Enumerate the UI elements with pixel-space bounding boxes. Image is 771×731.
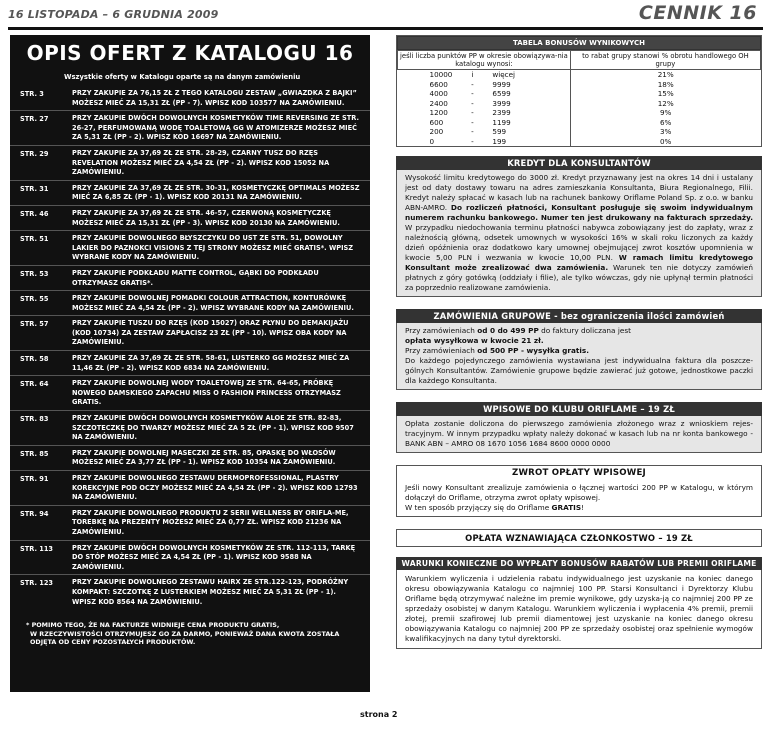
text: Przy zamówieniach xyxy=(405,326,478,335)
offer-item xyxy=(20,354,360,373)
bonus-cell-from: 1200 xyxy=(429,108,448,117)
offer-item xyxy=(20,578,360,607)
refund-text-2 xyxy=(405,503,753,513)
credit-p2: W przypadku niedochowania terminu płatności nabywca zobowiązany jest do zapłaty, wraz z należnością główną, odsetek umownych w wysokości 16% w skali roku liczonych za każdy dzień opóźnienia oraz dodatkowo kary umownej obejmującej zwrot kosztów upomnienia w kwocie 5,00 PLN i wezwania w kwocie 10,00 PLN. xyxy=(405,223,753,262)
bonus-cell-sep: - xyxy=(471,108,474,117)
offer-divider xyxy=(10,265,370,266)
offer-text: PRZY ZAKUPIE DWÓCH DOWOLNYCH KOSMETYKÓW ZE STR. 112-113, TARKĘ DO STÓP MOŻESZ MIEĆ ZA 4,54 ZŁ (PP - 1). WPISZ KOD 9588 NA ZAMÓWIENIU. xyxy=(72,543,356,571)
credit-p1: Wysokość limitu kredytowego do 3000 zł. Kredyt przyznawany jest na okres 14 dni i ustalany jest od daty dostawy towaru na adres zamieszkania Konsultanta, Biura Regionalnego, Filii. Kredyt należy spłacać w kasach lub na rachunek bankowy Oriflame Poland Sp. z o.o. w banku ABN-AMRO. xyxy=(405,173,753,212)
credit-p1-bold: Do rozliczeń płatności, Konsultant posługuje się swoim indywidualnym numerem rachunku bankowego. Numer ten jest drukowany na fakturach sprzedaży. xyxy=(405,203,753,222)
bonus-cell-to: 9999 xyxy=(492,79,511,89)
text-bold: GRATIS xyxy=(551,503,582,512)
header-divider xyxy=(8,27,763,30)
bonus-cell-to: 199 xyxy=(492,136,507,146)
offer-text: PRZY ZAKUPIE ZA 37,69 ZŁ ZE STR. 58-61, LUSTERKO GG MOŻESZ MIEĆ ZA 11,46 ZŁ (PP - 2). WPISZ KOD 6834 NA ZAMÓWIENIU. xyxy=(72,354,350,372)
renewal-fee-title: OPŁATA WZNAWIAJĄCA CZŁONKOSTWO – 19 ZŁ xyxy=(396,529,762,547)
offer-divider xyxy=(10,350,370,351)
bonus-cell-pct: 12% xyxy=(570,99,760,109)
bonus-cell-pct: 0% xyxy=(570,137,760,147)
offer-divider xyxy=(10,410,370,411)
conditions-title: WARUNKI KONIECZNE DO WYPŁATY BONUSÓW RABATÓW LUB PREMII ORIFLAME xyxy=(396,557,762,570)
offer-item xyxy=(20,184,360,203)
bonus-cell-from: 200 xyxy=(429,127,444,136)
offer-text: PRZY ZAKUPIE ZA 37,69 ZŁ ZE STR. 28-29, CZARNY TUSZ DO RZĘS REVELATION MOŻESZ MIEĆ ZA 4,54 ZŁ (PP - 2). WPISZ KOD 15052 NA ZAMÓWIENIU. xyxy=(72,148,330,177)
offer-divider xyxy=(10,230,370,231)
offer-item xyxy=(20,449,360,468)
bonus-cell-sep: - xyxy=(471,98,474,108)
text-bold: opłata wysyłkowa w kwocie 21 zł. xyxy=(405,336,544,345)
offer-page: STR. 64 xyxy=(20,380,49,389)
bonus-cell-from: 600 xyxy=(429,117,444,127)
entry-fee-body: Opłata zostanie doliczona do pierwszego zamówienia złożonego wraz z wnioskiem rejes-tracyjnym. W innym przypadku wpłaty należy dokonać w kasach lub na nr konta bankowego - BANK ABN – AMRO 08 1670 1056 1684 8600 0000 0000 xyxy=(396,416,762,453)
bonus-cell-to: więcej xyxy=(492,70,516,79)
offer-item xyxy=(20,149,360,178)
offer-item xyxy=(20,114,360,143)
offers-subtitle: Wszystkie oferty w Katalogu oparte są na danym zamówieniu xyxy=(64,73,301,81)
bonus-cell-pct: 9% xyxy=(570,108,760,118)
bonus-cell-sep: - xyxy=(471,136,474,146)
offer-text: PRZY ZAKUPIE PODKŁADU MATTE CONTROL, GĄBKI DO PODKŁADU OTRZYMASZ GRATIS*. xyxy=(72,268,319,287)
group-orders-line: Do każdego pojedynczego zamówienia wystawiana jest indywidualna faktura dla poszcze-gólnych Konsultantów. Zamówienie grupowe będzie zawierać już gotowe, jednostkowe paczki dla każdego Konsultanta. xyxy=(405,356,753,385)
group-orders-title-main: ZAMÓWIENIA GRUPOWE xyxy=(433,311,551,321)
offer-text: PRZY ZAKUPIE ZA 37,69 ZŁ ZE STR. 30-31, KOSMETYCZKĘ OPTIMALS MOŻESZ MIEĆ ZA 6,85 ZŁ (PP - 1). WPISZ KOD 20131 NA ZAMÓWIENIU. xyxy=(72,183,360,202)
bonus-cell-from: 6600 xyxy=(429,79,448,89)
group-orders-line xyxy=(405,346,753,356)
offer-page: STR. 53 xyxy=(20,269,49,278)
bonus-cell-to: 6599 xyxy=(492,89,511,98)
offer-text: PRZY ZAKUPIE DOWOLNEGO ZESTAWU DERMOPROFESSIONAL, PLASTRY KOREKCYJNE POD OCZY MOŻESZ MIEĆ ZA 4,54 ZŁ (PP - 2). WPISZ KOD 12793 NA ZAMÓWIENIU. xyxy=(72,474,358,502)
offer-text: PRZY ZAKUPIE ZA 37,69 ZŁ ZE STR. 46-57, CZERWONĄ KOSMETYCZKĘ MOŻESZ MIEĆ ZA 15,31 ZŁ (PP - 3). WPISZ KOD 20130 NA ZAMÓWIENIU. xyxy=(72,208,340,227)
refund-title: ZWROT OPŁATY WPISOWEJ xyxy=(396,465,762,480)
offer-item xyxy=(20,379,360,408)
offer-page: STR. 27 xyxy=(20,115,49,124)
credit-p2-bold: W ramach limitu kredytowego Konsultant może zrealizować dwa zamówienia. xyxy=(405,253,754,272)
bonus-table-title: TABELA BONUSÓW WYNIKOWYCH xyxy=(397,36,761,50)
offer-text: PRZY ZAKUPIE DOWOLNEJ POMADKI COLOUR ATTRACTION, KONTURÓWKĘ MOŻESZ MIEĆ ZA 4,54 ZŁ (PP - 2). WPISZ WYBRANE KODY NA ZAMÓWIENIU. xyxy=(72,294,354,312)
table-row xyxy=(398,70,761,80)
credit-body xyxy=(396,170,762,297)
footnote-line: * POMIMO TEGO, ŻE NA FAKTURZE WIDNIEJE CENA PRODUKTU GRATIS, xyxy=(26,621,280,630)
text-bold: od 0 do 499 PP xyxy=(477,326,539,335)
offer-divider xyxy=(10,315,370,316)
bonus-cell-pct: 21% xyxy=(570,70,760,80)
offer-item xyxy=(20,414,360,443)
offers-title: OPIS OFERT Z KATALOGU 16 xyxy=(26,41,354,65)
offer-page: STR. 57 xyxy=(20,320,49,329)
bonus-cell-to: 599 xyxy=(492,127,507,136)
refund-body xyxy=(396,480,762,517)
offer-page: STR. 3 xyxy=(20,90,44,98)
offer-page: STR. 31 xyxy=(20,184,49,193)
offer-page: STR. 46 xyxy=(20,209,49,218)
bonus-cell-to: 1199 xyxy=(492,117,511,127)
bonus-col-pct-header: to rabat grupy stanowi % obrotu handlowego OH grupy xyxy=(570,51,760,70)
offer-text: PRZY ZAKUPIE DOWOLNEGO BŁYSZCZYKU DO UST ZE STR. 51, DOWOLNY LAKIER DO PAZNOKCI VISIONS Z TEJ STRONY MOŻESZ MIEĆ GRATIS*. WPISZ WYBRANE KODY NA ZAMÓWIENIU. xyxy=(72,234,354,262)
offer-divider xyxy=(10,505,370,506)
bonus-cell-pct: 18% xyxy=(570,80,760,90)
offer-text: PRZY ZAKUPIE DOWOLNEJ WODY TOALETOWEJ ZE STR. 64-65, PRÓBKĘ NOWEGO DAMSKIEGO ZAPACHU MISS O FASHION PRINCESS OTRZYMASZ GRATIS. xyxy=(72,379,341,407)
header-dates: 16 LISTOPADA – 6 GRUDNIA 2009 xyxy=(8,8,219,21)
conditions-body: Warunkiem wyliczenia i udzielenia rabatu indywidualnego jest uzyskanie na koniec danego okresu obowiązywania Katalogu co najmniej 100 PP. Starsi Konsultanci i Dyrektorzy Klubu Oriflame będą otrzymywać należne im premie wynikowe, gdy uzyska-ją co najmniej 200 PP ze sprzedaży osobistej w danym Katalogu. Warunkiem wyliczenia i wypłacenia 4% premii, premii złotej, premii szafirowej lub premii diamentowej jest uzyskanie na koniec danego okresu obowiązywania Katalogu co najmniej 200 PP ze sprzedaży osobistej oraz spełnienie wymogów kwalifikacyjnych na dany tytuł dyrektorski. xyxy=(396,570,762,649)
offer-item xyxy=(20,509,360,538)
bonus-table-body xyxy=(398,70,761,147)
offer-divider xyxy=(10,540,370,541)
offer-divider xyxy=(10,205,370,206)
table-row xyxy=(398,118,761,128)
offer-page: STR. 58 xyxy=(20,355,49,364)
offer-text: PRZY ZAKUPIE DWÓCH DOWOLNYCH KOSMETYKÓW TIME REVERSING ZE STR. 26-27, PERFUMOWANĄ WODĘ TOALETOWĄ GG W ATOMIZERZE MOŻESZ MIEĆ ZA 5,31 ZŁ (PP - 2). WPISZ KOD 16697 NA ZAMÓWIENIU. xyxy=(72,114,359,142)
right-column xyxy=(396,35,762,649)
offers-panel xyxy=(10,35,370,692)
group-orders-line xyxy=(405,336,753,346)
bonus-table-box xyxy=(396,35,762,147)
offer-item xyxy=(20,234,360,263)
group-orders-body xyxy=(396,323,762,390)
bonus-cell-pct: 3% xyxy=(570,127,760,137)
table-row xyxy=(398,127,761,137)
table-row xyxy=(398,137,761,147)
footnote-line: ODJĘTA OD CENY POZOSTAŁYCH PRODUKTÓW. xyxy=(30,638,196,647)
offer-divider xyxy=(10,574,370,575)
bonus-cell-to: 2399 xyxy=(492,108,511,117)
offer-item xyxy=(20,474,360,503)
bonus-cell-from: 10000 xyxy=(429,70,453,79)
bonus-col-points-header: jeśli liczba punktów PP w okresie obowiązywa-nia katalogu wynosi: xyxy=(398,51,571,70)
table-row xyxy=(398,80,761,90)
entry-fee-title: WPISOWE DO KLUBU ORIFLAME – 19 ZŁ xyxy=(396,402,762,416)
offer-page: STR. 94 xyxy=(20,509,49,518)
bonus-cell-sep: - xyxy=(471,127,474,136)
bonus-cell-from: 4000 xyxy=(429,89,448,98)
offer-page: STR. 113 xyxy=(20,544,54,553)
bonus-cell-sep: - xyxy=(471,117,474,127)
offer-item xyxy=(20,319,360,348)
bonus-cell-sep: - xyxy=(471,79,474,89)
offer-page: STR. 51 xyxy=(20,235,49,244)
offer-text: PRZY ZAKUPIE ZA 76,15 ZŁ Z TEGO KATALOGU ZESTAW „GWIAZDKA Z BAJKI” MOŻESZ MIEĆ ZA 15,31 ZŁ (PP - 7). WPISZ KOD 103577 NA ZAMÓWIENIU. xyxy=(72,89,357,107)
bonus-cell-pct: 6% xyxy=(570,118,760,128)
page-number: strona 2 xyxy=(360,710,398,719)
offer-divider xyxy=(10,445,370,446)
bonus-cell-from: 0 xyxy=(429,136,435,146)
group-orders-title-suffix: - bez ograniczenia ilości zamówień xyxy=(551,311,725,321)
text-bold: od 500 PP - wysyłka gratis. xyxy=(477,346,590,355)
offer-text: PRZY ZAKUPIE TUSZU DO RZĘS (KOD 15027) ORAZ PŁYNU DO DEMAKIJAŻU (KOD 10734) ZA ZESTAW ZAPŁACISZ 23 ZŁ (PP - 10). WPISZ OBA KODY NA ZAMÓWIENIU. xyxy=(72,319,349,347)
offer-divider xyxy=(10,470,370,471)
bonus-cell-to: 3999 xyxy=(492,98,511,108)
offer-page: STR. 85 xyxy=(20,449,49,458)
bonus-cell-from: 2400 xyxy=(429,98,448,108)
credit-title: KREDYT DLA KONSULTANTÓW xyxy=(396,156,762,170)
offer-text: PRZY ZAKUPIE DOWOLNEGO ZESTAWU HAIRX ZE STR.122-123, PODRÓŻNY KOMPAKT: SZCZOTKĘ Z LUSTERKIEM MOŻESZ MIEĆ ZA 5,31 ZŁ (PP - 1). WPISZ KOD 8564 NA ZAMÓWIENIU. xyxy=(72,578,349,606)
footnote-line: W RZECZYWISTOŚCI OTRZYMUJESZ GO ZA DARMO, PONIEWAŻ DANA KWOTA ZOSTAŁA xyxy=(30,629,340,638)
text: do faktury doliczana jest xyxy=(538,326,632,335)
offer-item xyxy=(20,544,360,573)
text: ! xyxy=(581,503,585,512)
offers-list xyxy=(20,89,360,607)
bonus-table xyxy=(397,50,761,146)
offer-page: STR. 91 xyxy=(20,475,49,483)
group-orders-line xyxy=(405,326,753,336)
offer-item xyxy=(20,209,360,228)
offer-page: STR. 29 xyxy=(20,149,49,158)
offer-item xyxy=(20,89,360,108)
offer-divider xyxy=(10,145,370,146)
bonus-cell-sep: i xyxy=(471,70,474,79)
text: W ten sposób przyjączy się do Oriflame xyxy=(405,503,552,512)
offer-item xyxy=(20,269,360,288)
offer-page: STR. 123 xyxy=(20,579,54,588)
bonus-cell-sep: - xyxy=(471,89,474,98)
offer-divider xyxy=(10,180,370,181)
table-row xyxy=(398,99,761,109)
offer-page: STR. 55 xyxy=(20,295,49,304)
offer-text: PRZY ZAKUPIE DWÓCH DOWOLNYCH KOSMETYKÓW ALOE ZE STR. 82-83, SZCZOTECZKĘ DO TWARZY MOŻESZ MIEĆ ZA 5 ZŁ (PP - 1). WPISZ KOD 9507 NA ZAMÓWIENIU. xyxy=(72,414,354,442)
offer-page: STR. 83 xyxy=(20,415,49,424)
offer-text: PRZY ZAKUPIE DOWOLNEGO PRODUKTU Z SERII WELLNESS BY ORIFLA-ME, TOREBKĘ NA PREZENTY MOŻESZ MIEĆ ZA 0,77 ZŁ. WPISZ KOD 21236 NA ZAMÓWIENIU. xyxy=(72,508,349,536)
offer-text: PRZY ZAKUPIE DOWOLNEJ MASECZKI ZE STR. 85, OPASKĘ DO WŁOSÓW MOŻESZ MIEĆ ZA 3,77 ZŁ (PP - 1). WPISZ KOD 10354 NA ZAMÓWIENIU. xyxy=(72,448,336,467)
table-row xyxy=(398,108,761,118)
credit-p3: Warunek ten nie dotyczy zamówień płatnych z góry gotówką (oddziały i filie), ale tylko wówczas, gdy nie upłynął termin płatności za poprzednio realizowane zamówienia. xyxy=(405,263,754,292)
bonus-cell-pct: 15% xyxy=(570,89,760,99)
offer-divider xyxy=(10,110,370,111)
text: Przy zamówieniach xyxy=(405,346,478,355)
refund-text: Jeśli nowy Konsultant zrealizuje zamówienia o łącznej wartości 200 PP w Katalogu, w którym dołączył do Oriflame, otrzyma zwrot opłaty wpisowej. xyxy=(405,483,753,502)
page-title: CENNIK 16 xyxy=(638,2,757,24)
offers-footnote xyxy=(20,621,360,647)
offer-item xyxy=(20,294,360,313)
offer-divider xyxy=(10,290,370,291)
offer-divider xyxy=(10,375,370,376)
group-orders-title xyxy=(396,309,762,323)
table-row xyxy=(398,89,761,99)
